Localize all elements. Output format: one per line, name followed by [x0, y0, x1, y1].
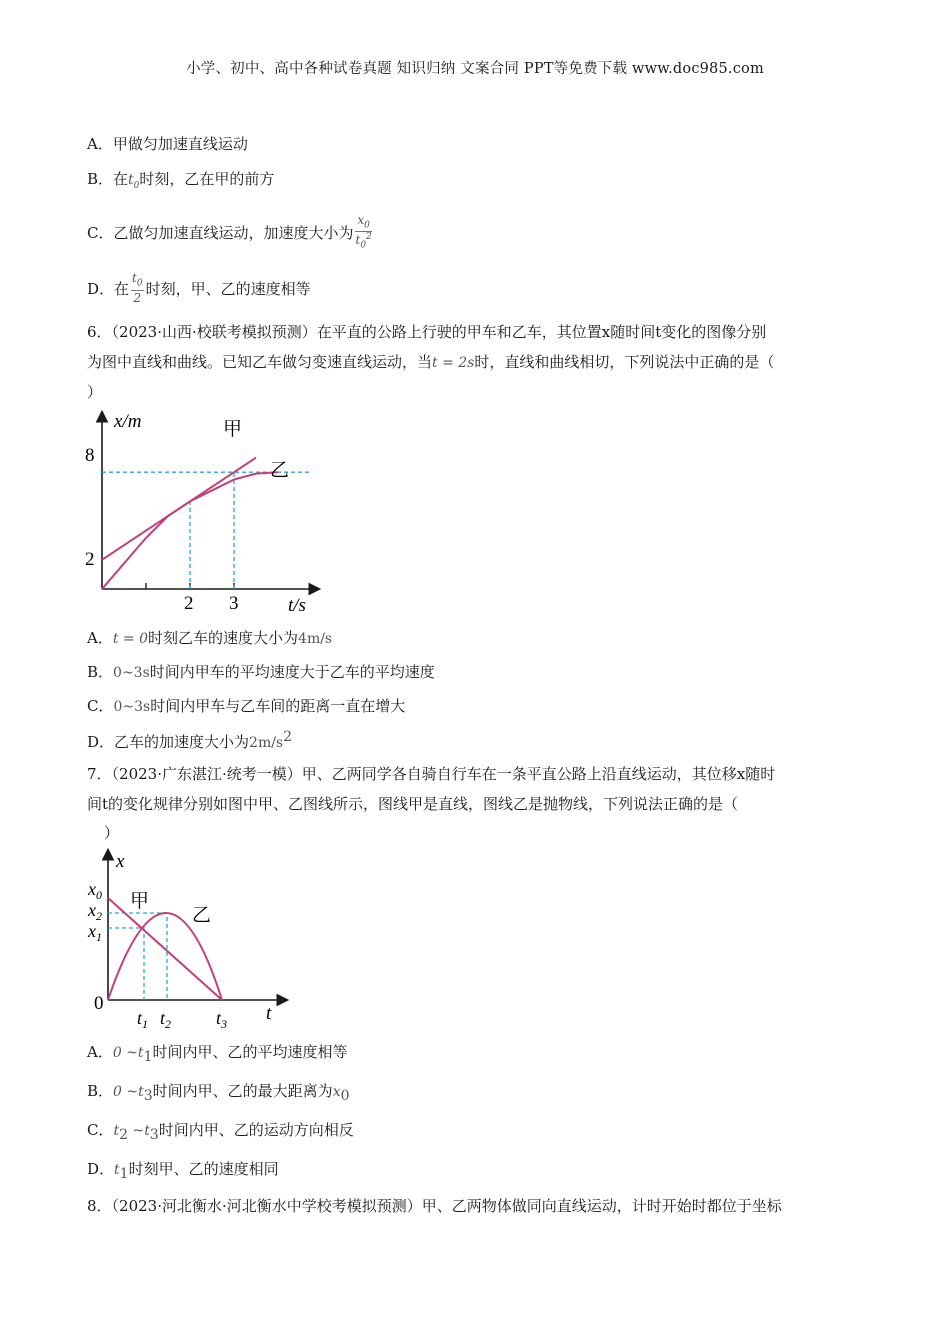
q5-option-a: A．甲做匀加速直线运动	[87, 135, 248, 153]
q6-stem-line1: 6．（2023·山西·校联考模拟预测）在平直的公路上行驶的甲车和乙车，其位置x随时间t变化的图像分别	[87, 323, 767, 341]
q5-b-pre: B．在	[87, 170, 129, 188]
q8-stem-line1: 8．（2023·河北衡水·河北衡水中学校考模拟预测）甲、乙两物体做同向直线运动，计时开始时都位于坐标	[87, 1197, 782, 1215]
q6-label-yi: 乙	[270, 459, 290, 481]
q7-stem-line2: 间t的变化规律分别如图中甲、乙图线所示，图线甲是直线，图线乙是抛物线，下列说法正确的是（	[87, 795, 739, 813]
q7-ytick-x0: $x_0$	[88, 879, 102, 902]
q5-option-d	[87, 270, 311, 306]
q6-label-jia: 甲	[223, 418, 243, 440]
q7-xtick-t2: $t_2$	[160, 1008, 172, 1030]
page-header: 小学、初中、高中各种试卷真题 知识归纳 文案合同 PPT等免费下载 www.doc985.com	[186, 61, 764, 77]
q7-label-jia: 甲	[130, 890, 150, 912]
q6-xtick-3: 3	[229, 593, 239, 614]
q6-option-a: A．t = 0时刻乙车的速度大小为4m/s	[87, 629, 333, 647]
q5-option-c	[87, 212, 374, 252]
q6-option-d: D．乙车的加速度大小为$2m/s^2$	[87, 729, 293, 751]
q5-d-pre: D．在	[87, 279, 130, 298]
q7-curve-yi	[108, 913, 222, 1000]
q7-ylabel: x	[116, 851, 125, 872]
q7-label-yi: 乙	[192, 904, 212, 926]
q6-stem-line2: 为图中直线和曲线。已知乙车做匀变速直线运动，当t = 2s时，直线和曲线相切，下列说法中正确的是（	[87, 353, 775, 371]
q7-option-c: C．$t_2$ $\sim t_3$时间内甲、乙的运动方向相反	[87, 1121, 354, 1143]
q6-chart	[80, 405, 340, 620]
q7-stem-line1: 7．（2023·广东湛江·统考一模）甲、乙两同学各自骑自行车在一条平直公路上沿直线运动，其位移x随时	[87, 765, 776, 783]
q6-stem-line3: ）	[87, 383, 103, 401]
q5-b-var: $t_0$	[128, 172, 140, 191]
q6-xlabel: t/s	[288, 595, 306, 616]
q7-guide-x1-t1	[108, 928, 144, 1000]
q7-option-a: A．0 $\sim t_1$时间内甲、乙的平均速度相等	[87, 1043, 348, 1065]
q6-option-b: B．0~3s时间内甲车的平均速度大于乙车的平均速度	[87, 663, 435, 681]
q6-ytick-8: 8	[85, 445, 95, 466]
q7-ytick-x2: $x_2$	[88, 900, 102, 923]
q6-option-c: C．0~3s时间内甲车与乙车间的距离一直在增大	[87, 697, 406, 715]
q7-ytick-x1: $x_1$	[88, 921, 102, 944]
q5-c-pre: C．乙做匀加速直线运动，加速度大小为	[87, 223, 354, 242]
q5-d-fraction: $\frac{t_0}{2}$	[132, 271, 143, 305]
q7-option-d: D．$t_1$时刻甲、乙的速度相同	[87, 1160, 279, 1182]
q6-stem-math: t = 2s	[432, 355, 475, 371]
q7-guide-x2-t2	[108, 913, 167, 1000]
q7-option-b: B．0 $\sim t_3$时间内甲、乙的最大距离为$x_0$	[87, 1082, 350, 1104]
q6-ylabel: x/m	[114, 411, 142, 432]
q7-xlabel: t	[266, 1003, 272, 1024]
q5-b-post: 时刻，乙在甲的前方	[139, 170, 275, 188]
q5-c-fraction: $\frac{x_0}{t_0^2}$	[355, 212, 372, 251]
q5-d-post: 时刻，甲、乙的速度相等	[145, 279, 311, 298]
q5-option-b	[87, 168, 274, 191]
q7-xtick-t3: $t_3$	[216, 1008, 228, 1030]
q7-origin: 0	[94, 993, 104, 1014]
q7-xtick-t1: $t_1$	[137, 1008, 149, 1030]
q6-xtick-2: 2	[184, 593, 194, 614]
q6-ytick-2: 2	[85, 549, 95, 570]
q7-chart	[80, 845, 300, 1030]
q7-stem-line3: ）	[104, 824, 120, 842]
